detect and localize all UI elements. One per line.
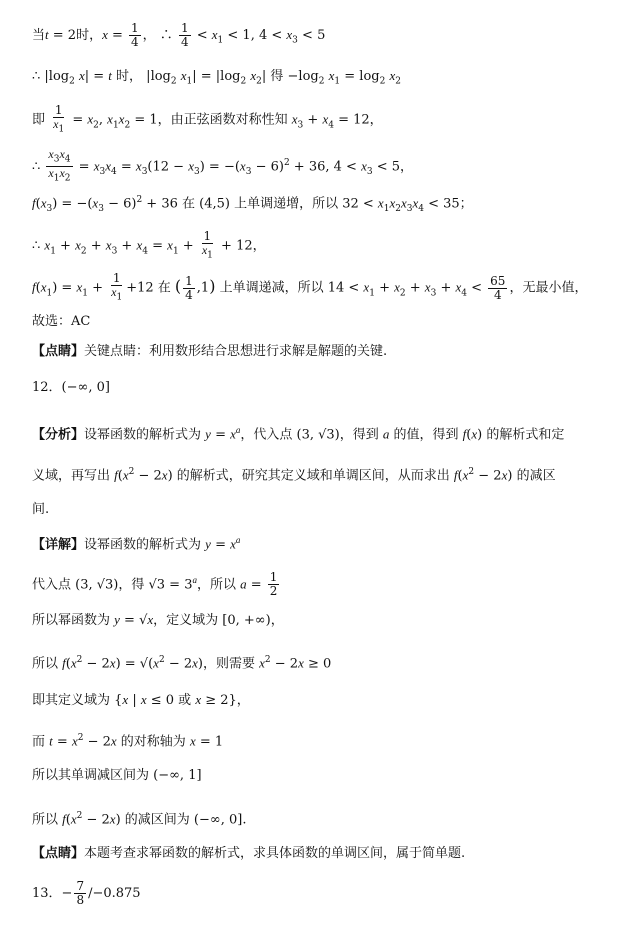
- line-12: 义域，再写出 $f(x^2 - 2x)$ 的解析式，研究其定义域和单调区间，从而求出 $f(x^2 - 2x)$ 的减区: [32, 467, 556, 484]
- line-8: 故选：AC: [32, 314, 91, 329]
- line-10: 12．(−∞, 0]: [32, 380, 110, 395]
- line-7: $f(x_1) = x_1$ + $\frac{1}{x_1}$ +12 在 ( $\frac{1}{4}$ ,1) 上单调递减，所以 $14 < x_1 + x_2 + x_3 + x_4$ < $\frac{65}{4}$ ，无最小值，: [32, 271, 588, 303]
- line-13: 间.: [32, 502, 50, 517]
- line-5: $f(x_3) = -(x_3 - 6)^2 + 36$ 在 (4,5) 上单调递增，所以 $32 < x_1x_2x_3x_4 < 35$；: [32, 195, 473, 214]
- line-19: 而 $t = x^2 - 2x$ 的对称轴为 x = 1: [32, 733, 224, 750]
- line-21: 所以 $f(x^2 - 2x)$ 的减区间为 (−∞, 0].: [32, 811, 247, 828]
- line-14: 【详解】设幂函数的解析式为 $y = x^a$: [32, 535, 241, 553]
- line-4: ∴ $\frac{x_3x_4}{x_1x_2}$ = $x_3x_4 = x_3(12 - x_3) = -(x_3 - 6)^2 + 36$, $4 < x_3 < 5$，: [32, 147, 414, 184]
- line-23: 13．− $\frac{7}{8}$ /−0.875: [32, 879, 141, 907]
- line-20: 所以其单调减区间为 (−∞, 1]: [32, 768, 202, 783]
- line-1: 当t = 2时，x = $\frac{1}{4}$ ， ∴ $\frac{1}{4}$ < $x_1 < 1$, $4 < x_3 < 5$: [32, 21, 326, 49]
- line-22: 【点睛】本题考查求幂函数的解析式，求具体函数的单调区间，属于简单题.: [32, 846, 466, 861]
- fraction: $\frac{1}{4}$: [131, 21, 139, 49]
- line-2: ∴ $|\log_2$ x| = t 时， $|\log_2$ $x_1| = |\log_2$ $x_2|$ 得 $-\log_2$ $x_1 = \log_2 x_2$: [32, 68, 401, 87]
- line-9: 【点睛】关键点睛：利用数形结合思想进行求解是解题的关键.: [32, 344, 388, 359]
- line-17: 所以 $f(x^2 - 2x) = √(x^2 - 2x)$，则需要 $x^2 - 2x \ge 0$: [32, 655, 332, 672]
- line-3: 即 $\frac{1}{x_1}$ = $x_2$, $x_1x_2 = 1$，由正弦函数对称性知 $x_3 + x_4 = 12$，: [32, 103, 383, 135]
- line-15: 代入点 (3, √3)，得 $√3 = 3^a$，所以 a = $\frac{1}{2}$: [32, 570, 278, 599]
- line-6: ∴ $x_1 + x_2 + x_3 + x_4 = x_1$ + $\frac{1}{x_1}$ + 12，: [32, 229, 266, 261]
- line-18: 即其定义域为 {x | x ≤ 0 或 x ≥ 2}，: [32, 692, 250, 708]
- line-11: 【分析】设幂函数的解析式为 $y = x^a$，代入点 (3, √3)，得到 a 的值，得到 f(x) 的解析式和定: [32, 425, 565, 443]
- line-16: 所以幂函数为 y = √x，定义域为 [0, +∞)，: [32, 612, 284, 628]
